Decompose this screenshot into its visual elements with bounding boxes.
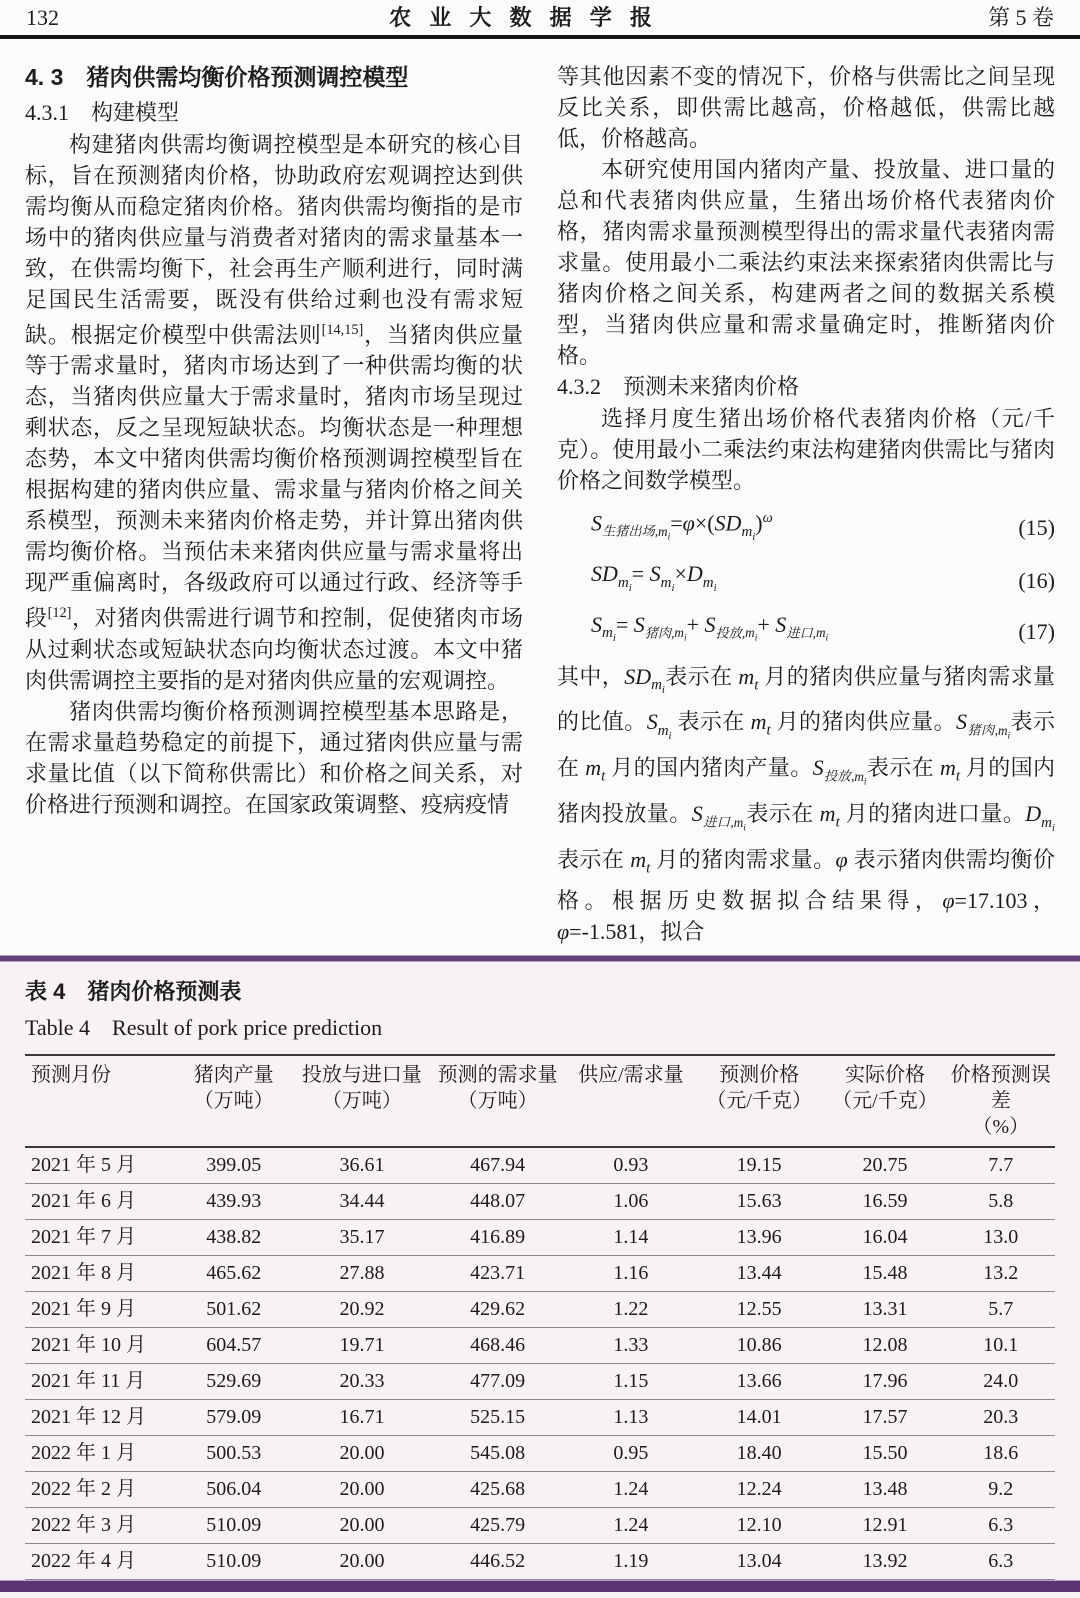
value-cell: 1.13 xyxy=(613,1405,649,1428)
value-cell: 1.14 xyxy=(613,1225,649,1248)
table-row xyxy=(25,1147,1055,1184)
value-cell: 500.53 xyxy=(206,1441,262,1464)
month-cell: 2022 年 3 月 xyxy=(31,1513,136,1536)
table-row xyxy=(25,1183,1055,1219)
column-header: 实际价格 （元/千克） xyxy=(832,1063,938,1112)
formula-number: (16) xyxy=(1018,568,1055,594)
value-cell: 1.33 xyxy=(613,1333,649,1356)
left-column xyxy=(25,61,523,947)
value-cell: 16.59 xyxy=(862,1189,908,1212)
value-cell: 429.62 xyxy=(470,1297,526,1320)
value-cell: 1.19 xyxy=(613,1549,649,1572)
month-cell: 2021 年 9 月 xyxy=(31,1297,136,1320)
value-cell: 20.75 xyxy=(862,1153,908,1176)
value-cell: 20.00 xyxy=(339,1513,385,1536)
formula-17 xyxy=(591,610,1055,654)
journal-title: 农 业 大 数 据 学 报 xyxy=(389,5,658,30)
value-cell: 13.66 xyxy=(736,1369,782,1392)
value-cell: 20.33 xyxy=(339,1369,385,1392)
formula-15 xyxy=(591,503,1055,552)
formula-expression: $S_{m_i}= S_{猪肉,m_i}+ S_{投放,m_i}+ S_{进口,m_i}$ xyxy=(591,611,829,645)
value-cell: 13.04 xyxy=(736,1549,782,1572)
table-row xyxy=(25,1255,1055,1291)
value-cell: 425.79 xyxy=(470,1513,526,1536)
subsection-heading-432: 4.3.2 预测未来猪肉价格 xyxy=(557,374,800,399)
column-header: 投放与进口量 （万吨） xyxy=(301,1063,422,1112)
value-cell: 17.57 xyxy=(862,1405,908,1428)
value-cell: 15.48 xyxy=(862,1261,908,1284)
table-row xyxy=(25,1291,1055,1327)
value-cell: 439.93 xyxy=(206,1189,262,1212)
month-cell: 2021 年 11 月 xyxy=(31,1369,146,1392)
value-cell: 448.07 xyxy=(470,1189,526,1212)
formula-expression: $S_{生猪出场,m_i}=\varphi\times(SD_{m_i})^\omega$ xyxy=(591,510,773,543)
table-header xyxy=(25,1055,1055,1147)
paragraph-inverse-relation: 等其他因素不变的情况下，价格与供需比之间呈现反比关系，即供需比越高，价格越低，供需比越低，价格越高。 xyxy=(557,64,1055,151)
value-cell: 467.94 xyxy=(470,1153,526,1176)
value-cell: 13.96 xyxy=(736,1225,782,1248)
month-cell: 2021 年 8 月 xyxy=(31,1261,136,1284)
value-cell: 16.71 xyxy=(339,1405,385,1428)
month-cell: 2021 年 6 月 xyxy=(31,1189,136,1212)
value-cell: 0.95 xyxy=(613,1441,649,1464)
pork-price-table xyxy=(25,1054,1055,1580)
value-cell: 604.57 xyxy=(206,1333,262,1356)
paragraph-model-build: 构建猪肉供需均衡调控模型是本研究的核心目标，旨在预测猪肉价格，协助政府宏观调控达到供需均衡从而稳定猪肉价格。猪肉供需均衡指的是市场中的猪肉供应量与消费者对猪肉的需求量基本一致，在供需均衡下，社会再生产顺利进行，同时满足国民生活需要，既没有供给过剩也没有需求短缺。根据定价模型中供需法则[14,15]，当猪肉供应量等于需求量时，猪肉市场达到了一种供需均衡的状态，当猪肉供应量大于需求量时，猪肉市场呈现过剩状态，反之呈现短缺状态。均衡状态是一种理想态势，本文中猪肉供需均衡价格预测调控模型旨在根据构建的猪肉供应量、需求量与猪肉价格之间关系模型，预测未来猪肉价格走势，并计算出猪肉供需均衡价格。当预估未来猪肉供应量与需求量将出现严重偏离时，各级政府可以通过行政、经济等手段[12]，对猪肉供需进行调节和控制，促使猪肉市场从过剩状态或短缺状态向均衡状态过渡。本文中猪肉供需调控主要指的是对猪肉供应量的宏观调控。 xyxy=(25,132,523,693)
value-cell: 10.1 xyxy=(983,1333,1019,1356)
month-cell: 2021 年 10 月 xyxy=(31,1333,146,1356)
paragraph-data-sources: 本研究使用国内猪肉产量、投放量、进口量的总和代表猪肉供应量，生猪出场价格代表猪肉价格，猪肉需求量预测模型得出的需求量代表猪肉需求量。使用最小二乘法约束法来探索猪肉供需比与猪肉价格之间关系，构建两者之间的数据关系模型，当猪肉供应量和需求量确定时，推断猪肉价格。 xyxy=(557,157,1055,368)
value-cell: 15.50 xyxy=(862,1441,908,1464)
paragraph-monthly-price: 选择月度生猪出场价格代表猪肉价格（元/千克）。使用最小二乘法约束法构建猪肉供需比与猪肉价格之间数学模型。 xyxy=(557,406,1055,493)
value-cell: 446.52 xyxy=(470,1549,526,1572)
formula-16 xyxy=(591,559,1055,602)
column-header: 预测月份 xyxy=(31,1063,111,1086)
column-header: 预测的需求量 （万吨） xyxy=(437,1063,558,1112)
value-cell: 12.08 xyxy=(862,1333,908,1356)
value-cell: 579.09 xyxy=(206,1405,262,1428)
value-cell: 12.55 xyxy=(736,1297,782,1320)
table-row xyxy=(25,1363,1055,1399)
month-cell: 2022 年 2 月 xyxy=(31,1477,136,1500)
value-cell: 1.06 xyxy=(613,1189,649,1212)
column-header: 猪肉产量 （万吨） xyxy=(193,1063,274,1112)
month-cell: 2021 年 5 月 xyxy=(31,1153,136,1176)
value-cell: 1.24 xyxy=(613,1513,649,1536)
value-cell: 12.91 xyxy=(862,1513,908,1536)
value-cell: 13.2 xyxy=(983,1261,1019,1284)
value-cell: 5.8 xyxy=(988,1189,1014,1212)
value-cell: 423.71 xyxy=(470,1261,526,1284)
value-cell: 13.48 xyxy=(862,1477,908,1500)
value-cell: 9.2 xyxy=(988,1477,1014,1500)
paragraph-symbol-definitions: 其中，$SD_{m_i}$表示在 $m_t$ 月的猪肉供应量与猪肉需求量的比值。$S_{m_i}$ 表示在 $m_t$ 月的猪肉供应量。$S_{猪肉,m_i}$表示在 $m_t$ 月的国内猪肉产量。$S_{投放,m_i}$表示在 $m_t$ 月的国内猪肉投放量。$S_{进口,m_i}$表示在 $m_t$ 月的猪肉进口量。$D_{m_i}$表示在 $m_t$ 月的猪肉需求量。φ 表示猪肉供需均衡价格。根据历史数据拟合结果得，φ=17.103，φ=-1.581，拟合 xyxy=(557,663,1055,944)
value-cell: 20.00 xyxy=(339,1441,385,1464)
accent-bar-top xyxy=(0,955,1080,962)
month-cell: 2021 年 7 月 xyxy=(31,1225,136,1248)
month-cell: 2021 年 12 月 xyxy=(31,1405,146,1428)
value-cell: 506.04 xyxy=(206,1477,262,1500)
accent-bar-bottom xyxy=(0,1580,1080,1592)
table-row xyxy=(25,1543,1055,1579)
value-cell: 1.24 xyxy=(613,1477,649,1500)
value-cell: 477.09 xyxy=(470,1369,526,1392)
table-row xyxy=(25,1219,1055,1255)
value-cell: 19.71 xyxy=(339,1333,385,1356)
month-cell: 2022 年 4 月 xyxy=(31,1549,136,1572)
month-cell: 2022 年 1 月 xyxy=(31,1441,136,1464)
value-cell: 545.08 xyxy=(470,1441,526,1464)
value-cell: 468.46 xyxy=(470,1333,526,1356)
formula-expression: $SD_{m_i}= S_{m_i}\times D_{m_i}$ xyxy=(591,561,717,594)
value-cell: 13.31 xyxy=(862,1297,908,1320)
value-cell: 416.89 xyxy=(470,1225,526,1248)
table-row xyxy=(25,1399,1055,1435)
formula-number: (15) xyxy=(1018,514,1055,540)
value-cell: 1.15 xyxy=(613,1369,649,1392)
value-cell: 15.63 xyxy=(736,1189,782,1212)
value-cell: 525.15 xyxy=(470,1405,526,1428)
value-cell: 20.00 xyxy=(339,1477,385,1500)
value-cell: 24.0 xyxy=(983,1369,1019,1392)
value-cell: 5.7 xyxy=(988,1297,1014,1320)
value-cell: 34.44 xyxy=(339,1189,385,1212)
table-row xyxy=(25,1327,1055,1363)
value-cell: 10.86 xyxy=(736,1333,782,1356)
value-cell: 501.62 xyxy=(206,1297,262,1320)
volume-label: 第 5 卷 xyxy=(987,5,1054,30)
body-columns xyxy=(0,39,1080,955)
value-cell: 425.68 xyxy=(470,1477,526,1500)
value-cell: 13.0 xyxy=(983,1225,1019,1248)
table-section xyxy=(0,955,1080,1598)
value-cell: 18.40 xyxy=(736,1441,782,1464)
value-cell: 438.82 xyxy=(206,1225,262,1248)
formula-number: (17) xyxy=(1018,618,1055,644)
value-cell: 20.00 xyxy=(339,1549,385,1572)
value-cell: 13.44 xyxy=(736,1261,782,1284)
value-cell: 27.88 xyxy=(339,1261,385,1284)
value-cell: 20.3 xyxy=(983,1405,1019,1428)
table-caption-zh: 表 4 猪肉价格预测表 xyxy=(25,978,242,1004)
value-cell: 6.3 xyxy=(988,1549,1014,1572)
value-cell: 20.92 xyxy=(339,1297,385,1320)
section-heading-43: 4. 3 猪肉供需均衡价格预测调控模型 xyxy=(25,64,409,90)
value-cell: 16.04 xyxy=(862,1225,908,1248)
value-cell: 399.05 xyxy=(206,1153,262,1176)
value-cell: 19.15 xyxy=(736,1153,782,1176)
table-row xyxy=(25,1435,1055,1471)
column-header: 价格预测误差 （%） xyxy=(950,1063,1051,1138)
right-column xyxy=(557,61,1055,947)
value-cell: 510.09 xyxy=(206,1513,262,1536)
value-cell: 12.10 xyxy=(736,1513,782,1536)
value-cell: 13.92 xyxy=(862,1549,908,1572)
value-cell: 17.96 xyxy=(862,1369,908,1392)
column-header: 预测价格 （元/千克） xyxy=(706,1063,812,1112)
value-cell: 1.22 xyxy=(613,1297,649,1320)
value-cell: 12.24 xyxy=(736,1477,782,1500)
value-cell: 510.09 xyxy=(206,1549,262,1572)
table-row xyxy=(25,1507,1055,1543)
value-cell: 0.93 xyxy=(613,1153,649,1176)
subsection-heading-431: 4.3.1 构建模型 xyxy=(25,100,180,125)
value-cell: 36.61 xyxy=(339,1153,385,1176)
value-cell: 465.62 xyxy=(206,1261,262,1284)
running-head xyxy=(0,0,1080,39)
page-number: 132 xyxy=(26,5,59,30)
value-cell: 6.3 xyxy=(988,1513,1014,1536)
value-cell: 18.6 xyxy=(983,1441,1019,1464)
table-header-row xyxy=(25,1055,1055,1147)
value-cell: 14.01 xyxy=(736,1405,782,1428)
value-cell: 1.16 xyxy=(613,1261,649,1284)
value-cell: 35.17 xyxy=(339,1225,385,1248)
column-header: 供应/需求量 xyxy=(578,1063,684,1086)
pork-price-table-body xyxy=(25,1147,1055,1580)
paragraph-model-idea: 猪肉供需均衡价格预测调控模型基本思路是，在需求量趋势稳定的前提下，通过猪肉供应量与需求量比值（以下简称供需比）和价格之间关系，对价格进行预测和调控。在国家政策调整、疫病疫情 xyxy=(25,698,523,817)
value-cell: 529.69 xyxy=(206,1369,262,1392)
value-cell: 7.7 xyxy=(988,1153,1014,1176)
table-row xyxy=(25,1471,1055,1507)
table-caption-en: Table 4 Result of pork price prediction xyxy=(25,1014,383,1040)
